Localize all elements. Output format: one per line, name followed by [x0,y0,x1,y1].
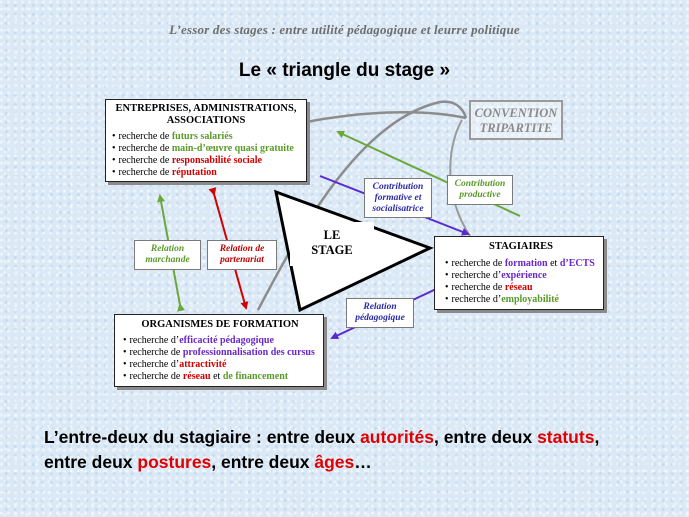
convention-tripartite-box: CONVENTION TRIPARTITE [469,100,563,140]
list-item: • recherche d’expérience [445,270,597,282]
list-item: • recherche de main-d’œuvre quasi gratuite [112,143,300,155]
bottom-line-1: L’entre-deux du stagiaire : entre deux autorités, entre deux statuts, [44,427,600,447]
list-item: • recherche de responsabilité sociale [112,155,300,167]
list-item: • recherche de professionnalisation des cursus [123,347,317,359]
organismes-title: ORGANISMES DE FORMATION [141,319,299,330]
entreprises-box [105,99,307,182]
convention-curve-top [306,112,466,122]
label-contribution-productive: Contribution productive [447,175,513,205]
entreprises-title: ENTREPRISES, ADMINISTRATIONS, ASSOCIATIONS [115,103,297,126]
stage-label: LE STAGE [290,222,374,266]
list-item: • recherche de réputation [112,167,300,179]
bottom-statement [44,425,684,475]
bottom-line-2: entre deux postures, entre deux âges… [44,452,372,472]
stagiaires-list [445,258,597,306]
slide-header: L’essor des stages : entre utilité pédagogique et leurre politique [169,22,520,37]
entreprises-list [112,131,300,179]
list-item: • recherche d’attractivité [123,359,317,371]
list-item: • recherche de réseau [445,282,597,294]
list-item: • recherche de futurs salariés [112,131,300,143]
list-item: • recherche d’employabilité [445,294,597,306]
label-relation-marchande: Relation marchande [134,240,201,270]
label-relation-pedagogique: Relation pédagogique [346,298,414,328]
stagiaires-title: STAGIAIRES [489,241,553,252]
organismes-box [114,314,324,387]
stagiaires-box [434,236,604,310]
label-contribution-formative: Contribution formative et socialisatrice [364,178,432,218]
slide-title: Le « triangle du stage » [238,60,451,81]
organismes-list [123,335,317,383]
label-relation-partenariat: Relation de partenariat [207,240,277,270]
list-item: • recherche de formation et d’ECTS [445,258,597,270]
list-item: • recherche d’efficacité pédagogique [123,335,317,347]
list-item: • recherche de réseau et de financement [123,371,317,383]
